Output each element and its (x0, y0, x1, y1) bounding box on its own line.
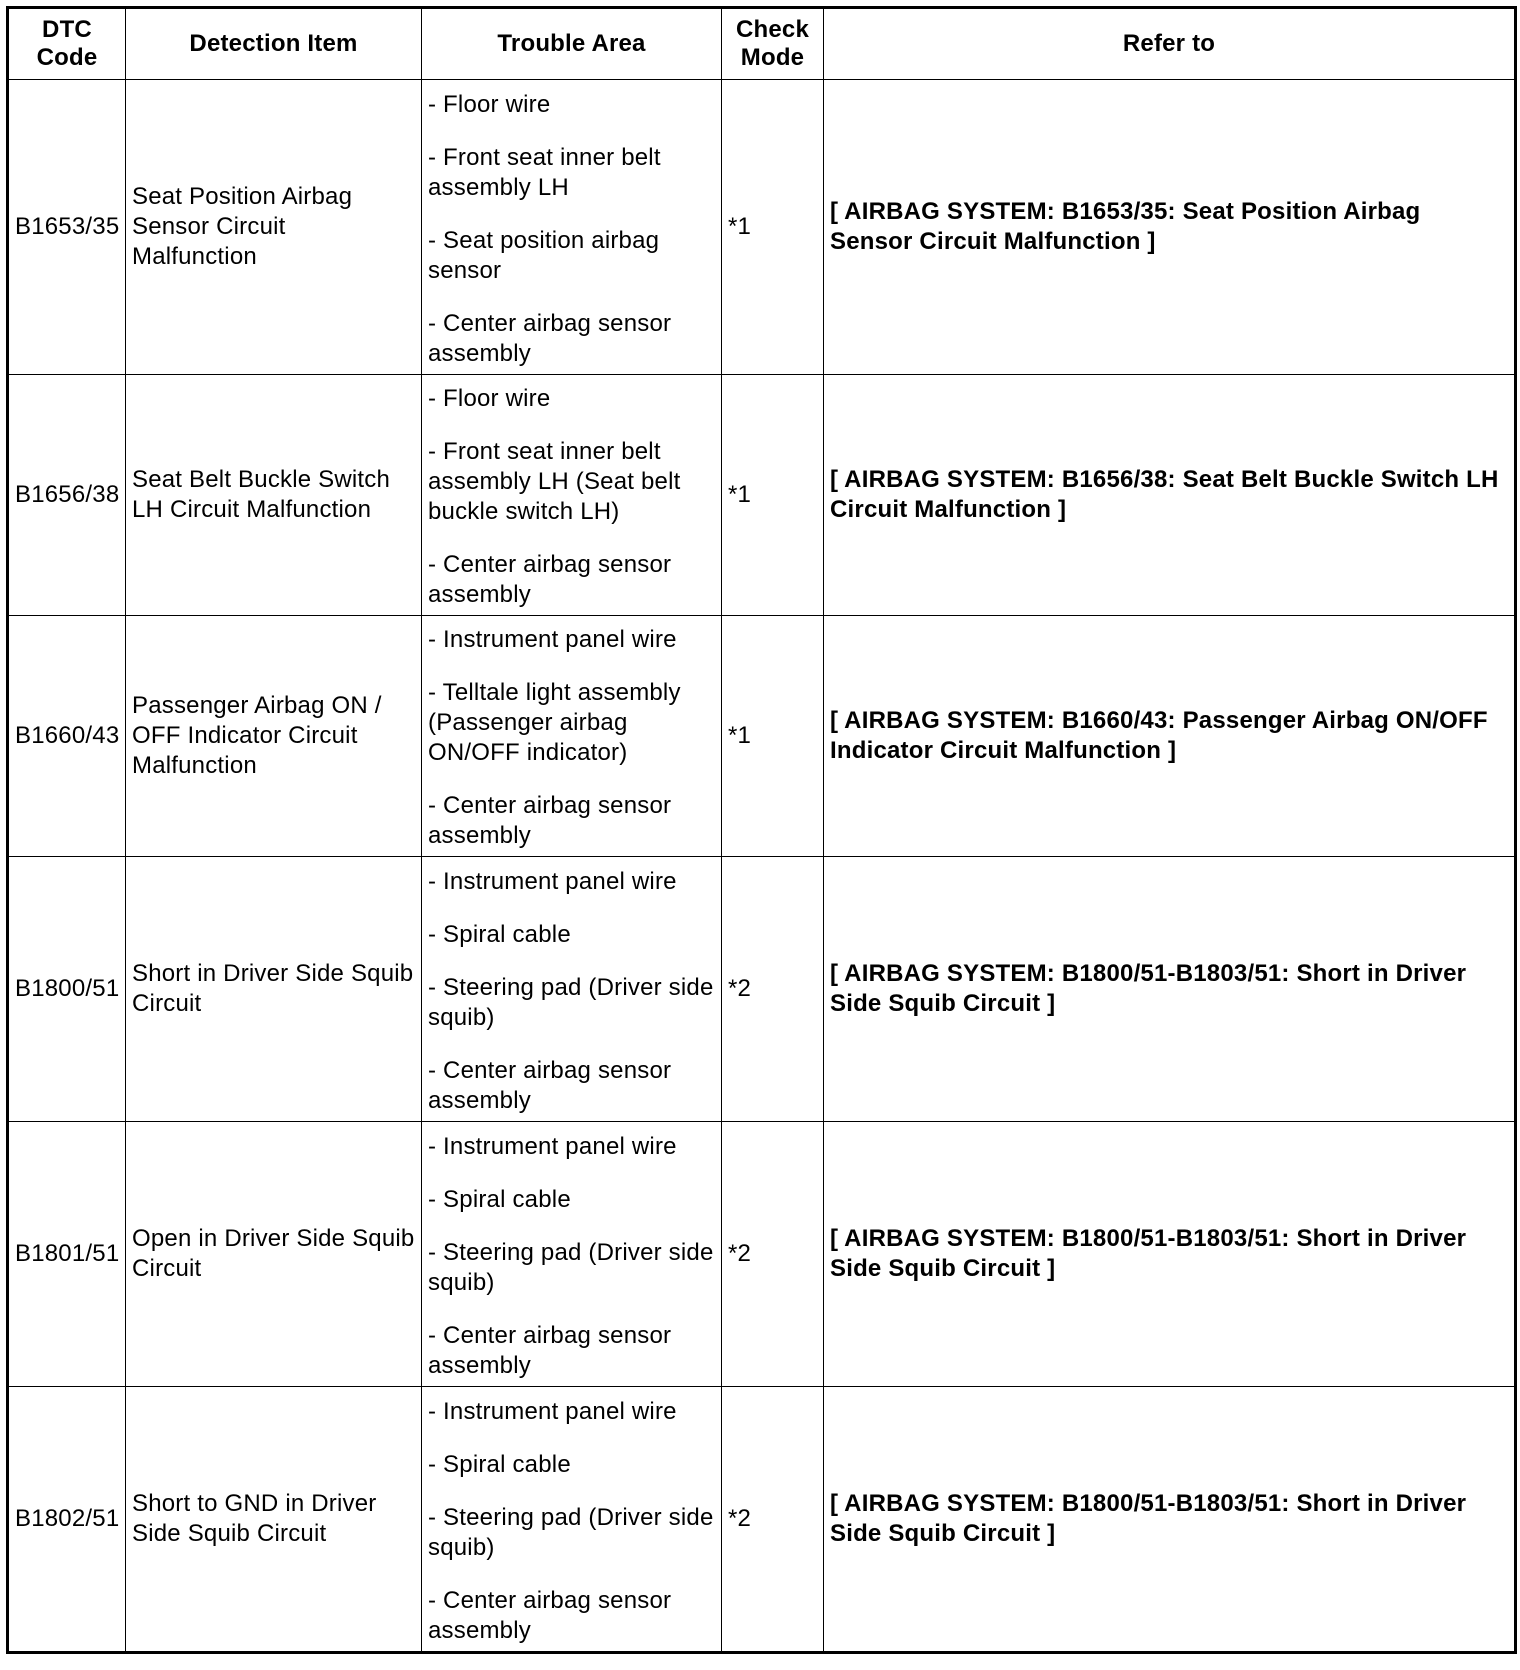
trouble-area-item: - Floor wire (428, 90, 551, 118)
trouble-area-item: - Instrument panel wire (428, 626, 677, 653)
detection-item-cell: Passenger Airbag ON / OFF Indicator Circuit Malfunction (126, 616, 422, 857)
dtc-code-cell: B1660/43 (8, 616, 126, 857)
header-check-mode (722, 8, 824, 80)
refer-to-cell: [ AIRBAG SYSTEM: B1653/35: Seat Position Airbag Sensor Circuit Malfunction ] (824, 80, 1516, 375)
trouble-area-list (428, 376, 715, 614)
trouble-area-cell (422, 375, 722, 616)
refer-to-cell: [ AIRBAG SYSTEM: B1800/51-B1803/51: Short in Driver Side Squib Circuit ] (824, 1387, 1516, 1653)
trouble-area-item: - Center airbag sensor assembly (428, 1056, 672, 1114)
refer-to-cell: [ AIRBAG SYSTEM: B1656/38: Seat Belt Buckle Switch LH Circuit Malfunction ] (824, 375, 1516, 616)
dtc-code-cell: B1801/51 (8, 1122, 126, 1387)
detection-item-cell: Seat Position Airbag Sensor Circuit Malfunction (126, 80, 422, 375)
trouble-area-item: - Center airbag sensor assembly (428, 309, 672, 367)
table-row (8, 616, 1516, 857)
trouble-area-cell (422, 1122, 722, 1387)
detection-item-cell: Seat Belt Buckle Switch LH Circuit Malfunction (126, 375, 422, 616)
trouble-area-item: - Center airbag sensor assembly (428, 792, 672, 849)
detection-item-cell: Short to GND in Driver Side Squib Circuit (126, 1387, 422, 1653)
trouble-area-item: - Spiral cable (428, 1185, 571, 1213)
trouble-area-item: - Spiral cable (428, 1450, 571, 1478)
trouble-area-item: - Instrument panel wire (428, 867, 677, 895)
trouble-area-cell (422, 616, 722, 857)
trouble-area-item: - Steering pad (Driver side squib) (428, 1238, 714, 1296)
check-mode-cell: *2 (722, 857, 824, 1122)
table-header-row (8, 8, 1516, 80)
trouble-area-item: - Center airbag sensor assembly (428, 1321, 672, 1379)
trouble-area-cell (422, 1387, 722, 1653)
trouble-area-list (428, 1389, 715, 1650)
trouble-area-item: - Instrument panel wire (428, 1132, 677, 1160)
refer-to-cell: [ AIRBAG SYSTEM: B1660/43: Passenger Airbag ON/OFF Indicator Circuit Malfunction ] (824, 616, 1516, 857)
trouble-area-item: - Instrument panel wire (428, 1397, 677, 1425)
trouble-area-item: - Steering pad (Driver side squib) (428, 973, 714, 1031)
trouble-area-item: - Center airbag sensor assembly (428, 1586, 672, 1644)
check-mode-cell: *2 (722, 1122, 824, 1387)
check-mode-cell: *1 (722, 375, 824, 616)
header-refer-to: Refer to (824, 8, 1516, 80)
header-trouble-area: Trouble Area (422, 8, 722, 80)
table-row (8, 375, 1516, 616)
header-detection-item: Detection Item (126, 8, 422, 80)
dtc-code-cell: B1800/51 (8, 857, 126, 1122)
trouble-area-item: - Center airbag sensor assembly (428, 551, 672, 608)
header-check-mode-line1: Check (735, 16, 810, 43)
trouble-area-list (428, 859, 715, 1120)
table-row (8, 1387, 1516, 1653)
trouble-area-item: - Spiral cable (428, 920, 571, 948)
trouble-area-list (428, 82, 715, 373)
check-mode-cell: *1 (722, 80, 824, 375)
dtc-code-cell: B1656/38 (8, 375, 126, 616)
trouble-area-item: - Front seat inner belt assembly LH (428, 143, 661, 201)
header-dtc-code-line2: Code (36, 44, 98, 71)
trouble-area-item: - Seat position airbag sensor (428, 226, 660, 284)
trouble-area-item: - Front seat inner belt assembly LH (Seat belt buckle switch LH) (428, 438, 681, 525)
trouble-area-item: - Telltale light assembly (Passenger airbag ON/OFF indicator) (428, 679, 681, 766)
refer-to-cell: [ AIRBAG SYSTEM: B1800/51-B1803/51: Short in Driver Side Squib Circuit ] (824, 857, 1516, 1122)
detection-item-cell: Open in Driver Side Squib Circuit (126, 1122, 422, 1387)
table-row (8, 857, 1516, 1122)
header-dtc-code (8, 8, 126, 80)
check-mode-cell: *2 (722, 1387, 824, 1653)
trouble-area-list (428, 1124, 715, 1385)
detection-item-cell: Short in Driver Side Squib Circuit (126, 857, 422, 1122)
refer-to-cell: [ AIRBAG SYSTEM: B1800/51-B1803/51: Short in Driver Side Squib Circuit ] (824, 1122, 1516, 1387)
trouble-area-list (428, 617, 715, 855)
trouble-area-item: - Floor wire (428, 385, 551, 412)
dtc-table (6, 6, 1517, 1654)
trouble-area-cell (422, 80, 722, 375)
table-row (8, 1122, 1516, 1387)
trouble-area-cell (422, 857, 722, 1122)
trouble-area-item: - Steering pad (Driver side squib) (428, 1503, 714, 1561)
check-mode-cell: *1 (722, 616, 824, 857)
dtc-code-cell: B1802/51 (8, 1387, 126, 1653)
dtc-code-cell: B1653/35 (8, 80, 126, 375)
header-check-mode-line2: Mode (740, 44, 805, 71)
header-dtc-code-line1: DTC (42, 16, 92, 43)
table-row (8, 80, 1516, 375)
